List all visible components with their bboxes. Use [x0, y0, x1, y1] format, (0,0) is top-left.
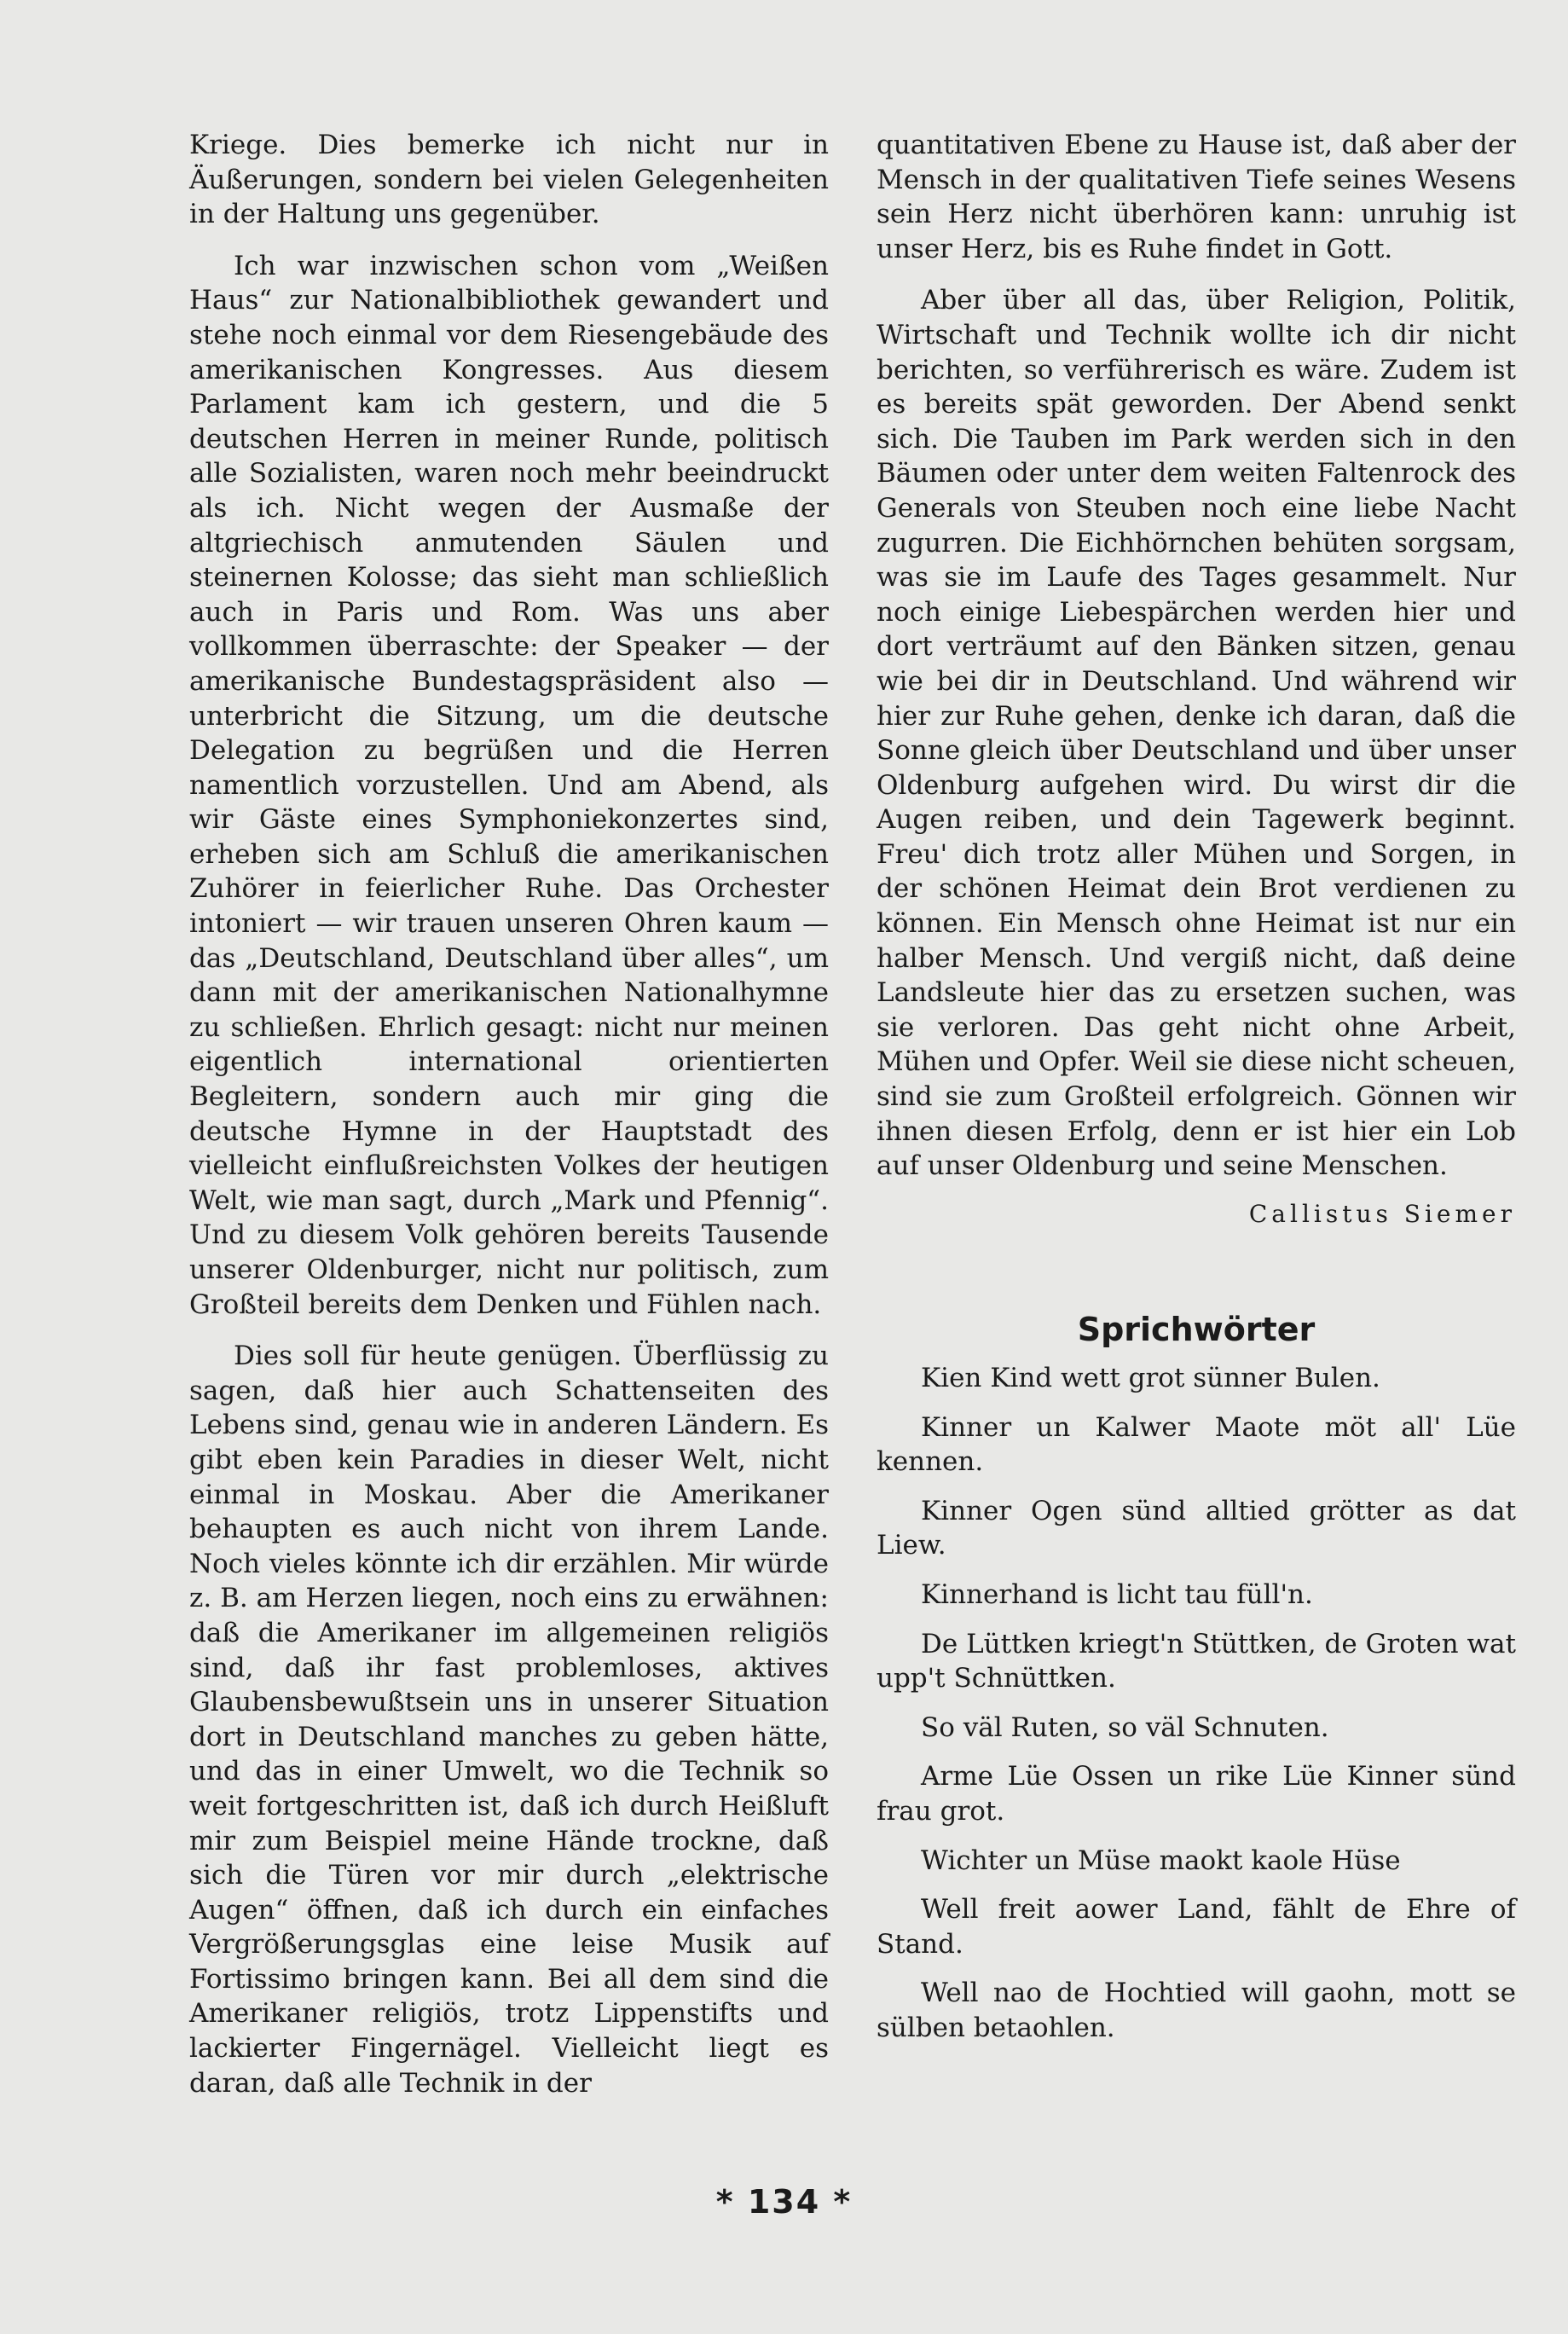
author-signature: Callistus Siemer — [1248, 1199, 1516, 1228]
paragraph: Aber über all das, über Religion, Politik, Wirtschaft und Technik wollte ich dir nicht berichten, so verführerisch es wäre. Zudem ist es bereits spät geworden. Der Abend senkt sich. Die Tauben im Park werden sich in den Bäumen oder unter dem weiten Faltenrock des Generals von Steuben noch eine liebe Nacht zugurren. Die Eichhörnchen behüten sorgsam, was sie im Laufe des Tages gesammelt. Nur noch einige Liebespärchen werden hier und dort verträumt auf den Bänken sitzen, genau wie bei dir in Deutschland. Und während wir hier zur Ruhe gehen, denke ich daran, daß die Sonne gleich über Deutschland und über unser Oldenburg aufgehen wird. Du wirst dir die Augen reiben, und dein Tagewerk beginnt. Freu' dich trotz aller Mühen und Sorgen, in der schönen Heimat dein Brot verdienen zu können. Ein Mensch ohne Heimat ist nur ein halber Mensch. Und vergiß nicht, daß deine Landsleute hier das zu ersetzen suchen, was sie verloren. Das geht nicht ohne Arbeit, Mühen und Opfer. Weil sie diese nicht scheuen, sind sie zum Großteil erfolgreich. Gönnen wir ihnen diesen Erfolg, denn er ist hier ein Lob auf unser Oldenburg und seine Menschen. — [877, 285, 1516, 1182]
proverb-item: Wichter un Müse maokt kaole Hüse — [921, 1845, 1401, 1876]
paragraph: Dies soll für heute genügen. Überflüssig zu sagen, daß hier auch Schattenseiten des Lebens sind, genau wie in anderen Ländern. Es gibt eben kein Paradies in dieser Welt, nicht einmal in Moskau. Aber die Amerikaner behaupten es auch nicht von ihrem Lande. Noch vieles könnte ich dir erzählen. Mir würde z. B. am Herzen liegen, noch eins zu erwähnen: daß die Amerikaner im allgemeinen religiös sind, daß ihr fast problemloses, aktives Glaubensbewußtsein uns in unserer Situation dort in Deutschland manches zu geben hätte, und das in einer Umwelt, wo die Technik so weit fortgeschritten ist, daß ich durch Heißluft mir zum Beispiel meine Hände trockne, daß sich die Türen vor mir durch „elektrische Augen“ öffnen, daß ich durch ein einfaches Vergrößerungsglas eine leise Musik auf Fortissimo bringen kann. Bei all dem sind die Amerikaner religiös, trotz Lippenstifts und lackierter Fingernägel. Vielleicht liegt es daran, daß alle Technik in der — [189, 1341, 829, 2099]
page-number: * 134 * — [715, 2183, 853, 2221]
proverb-item: Well nao de Hochtied will gaohn, mott se sülben betaohlen. — [877, 1978, 1516, 2043]
proverb-item: Well freit aower Land, fählt de Ehre of Stand. — [877, 1894, 1516, 1960]
paragraph: Kriege. Dies bemerke ich nicht nur in Äußerungen, sondern bei vielen Gelegenheiten in der Haltung uns gegenüber. — [189, 130, 829, 230]
paragraph: Ich war inzwischen schon vom „Weißen Haus“ zur Nationalbibliothek gewandert und stehe noch einmal vor dem Riesengebäude des amerikanischen Kongresses. Aus diesem Parlament kam ich gestern, und die 5 deutschen Herren in meiner Runde, politisch alle Sozialisten, waren noch mehr beeindruckt als ich. Nicht wegen der Ausmaße der altgriechisch anmutenden Säulen und steinernen Kolosse; das sieht man schließlich auch in Paris und Rom. Was uns aber vollkommen überraschte: der Speaker — der amerikanische Bundestagspräsident also — unterbricht die Sitzung, um die deutsche Delegation zu begrüßen und die Herren namentlich vorzustellen. Und am Abend, als wir Gäste eines Symphoniekonzertes sind, erheben sich am Schluß die amerikanischen Zuhörer in feierlicher Ruhe. Das Orchester intoniert — wir trauen unseren Ohren kaum — das „Deutschland, Deutschland über alles“, um dann mit der amerikanischen Nationalhymne zu schließen. Ehrlich gesagt: nicht nur meinen eigentlich international orientierten Begleitern, sondern auch mir ging die deutsche Hymne in der Hauptstadt des vielleicht einflußreichsten Volkes der heutigen Welt, wie man sagt, durch „Mark und Pfennig“. Und zu diesem Volk gehören bereits Tausende unserer Oldenburger, nicht nur politisch, zum Großteil bereits dem Denken und Fühlen nach. — [189, 250, 829, 1320]
proverbs-heading: Sprichwörter — [1077, 1311, 1316, 1349]
proverb-item: So väl Ruten, so väl Schnuten. — [921, 1711, 1329, 1743]
left-column — [189, 128, 829, 2117]
proverb-item: Kien Kind wett grot sünner Bulen. — [921, 1363, 1380, 1393]
proverb-item: Kinnerhand is licht tau füll'n. — [921, 1578, 1313, 1610]
proverb-item: Kinner un Kalwer Maote möt all' Lüe kennen. — [877, 1411, 1516, 1478]
proverb-item: Arme Lüe Ossen un rike Lüe Kinner sünd frau grot. — [877, 1761, 1516, 1827]
proverb-item: De Lüttken kriegt'n Stüttken, de Groten wat upp't Schnüttken. — [877, 1628, 1516, 1694]
right-column — [877, 128, 1516, 2060]
paragraph: quantitativen Ebene zu Hause ist, daß aber der Mensch in der qualitativen Tiefe seines Wesens sein Herz nicht überhören kann: unruhig ist unser Herz, bis es Ruhe findet in Gott. — [877, 130, 1516, 264]
proverb-item: Kinner Ogen sünd alltied grötter as dat Liew. — [877, 1495, 1516, 1561]
